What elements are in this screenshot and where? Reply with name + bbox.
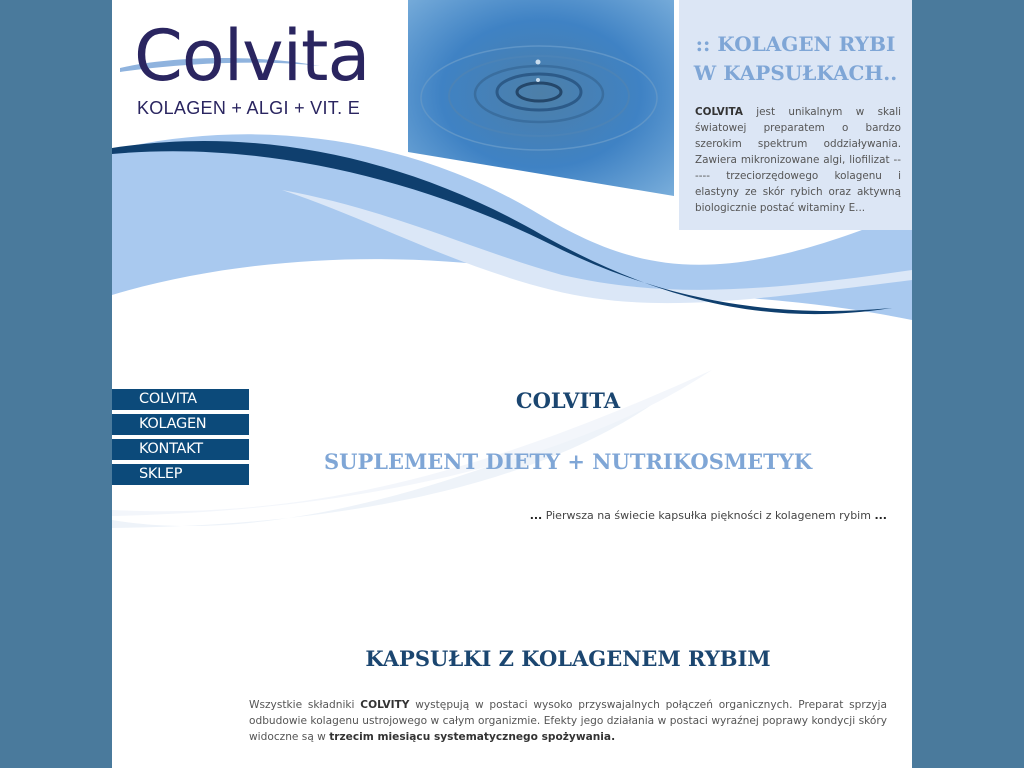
logo[interactable] — [112, 0, 408, 150]
page — [112, 0, 912, 768]
water-drop-photo — [408, 0, 674, 196]
nav-item-colvita[interactable]: COLVITA — [112, 389, 249, 410]
hero-body: jest unikalnym w skali światowej preparatem o bardzo szerokim spektrum oddziaływania. Zawiera mikronizowane algi, liofilizat ------ trzeciorzędowego kolagenu i elastyny ze skór rybich oraz aktywną biologicznie postać witaminy E... — [695, 106, 901, 214]
tagline-ellipsis-start: ... — [529, 509, 543, 522]
nav-item-kontakt[interactable]: KONTAKT — [112, 439, 249, 460]
nav-item-kolagen[interactable]: KOLAGEN — [112, 414, 249, 435]
tagline-text: Pierwsza na świecie kapsułka piękności z kolagenem rybim — [542, 509, 875, 522]
main-nav — [112, 389, 249, 489]
page-subtitle: SUPLEMENT DIETY + NUTRIKOSMETYK — [324, 449, 812, 474]
section-text-brand: COLVITY — [360, 699, 410, 711]
hero-brand: COLVITA — [695, 106, 743, 118]
section-text-highlight: trzecim miesiącu systematycznego spożywania. — [329, 731, 616, 743]
section-text-part-1: Wszystkie składniki — [249, 699, 361, 711]
nav-item-sklep[interactable]: SKLEP — [112, 464, 249, 485]
tagline-ellipsis-end: ... — [874, 509, 887, 522]
hero-panel — [679, 0, 912, 230]
page-title: COLVITA — [515, 388, 621, 413]
hero-title: :: KOLAGEN RYBI W KAPSUŁKACH.. — [693, 32, 898, 85]
section-body — [249, 697, 887, 745]
logo-tagline: KOLAGEN + ALGI + VIT. E — [137, 98, 360, 118]
hero-description — [695, 104, 901, 216]
section-text-part-2: występują w postaci wysoko przyswajalnych połączeń organicznych. Preparat sprzyja odbudowie kolagenu ustrojowego w całym organizmie. Efekty jego działania w postaci wyraźnej poprawy kondycji skóry widoczne są w — [249, 699, 887, 743]
logo-wordmark: Colvita — [134, 15, 370, 97]
intro-tagline — [249, 509, 887, 522]
section-title: KAPSUŁKI Z KOLAGENEM RYBIM — [365, 646, 771, 671]
